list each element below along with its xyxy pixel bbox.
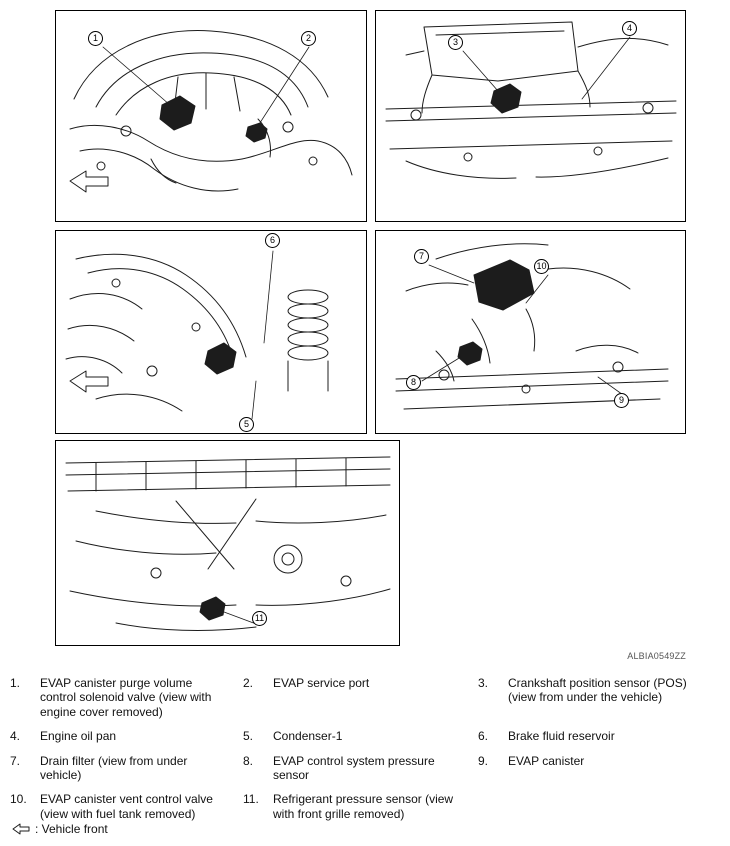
legend-item-11 [243, 792, 478, 821]
legend-item-number: 6. [478, 729, 489, 744]
vehicle-front-arrow-icon [70, 171, 108, 192]
figure-panel-under-vehicle-front [375, 10, 686, 222]
legend-item-1 [10, 676, 243, 719]
legend-item-number: 3. [478, 676, 489, 690]
legend-item-number: 4. [10, 729, 21, 744]
legend-item-empty [478, 792, 722, 821]
legend-item-2 [243, 676, 478, 719]
callout-9: 9 [614, 393, 629, 408]
legend-item-number: 7. [10, 753, 21, 768]
vehicle-front-note [12, 822, 108, 836]
legend-item-text: EVAP canister vent control valve (view with fuel tank removed) [40, 792, 213, 821]
figure-panel-engine-bay-wide [55, 440, 400, 646]
legend-item-10 [10, 792, 243, 821]
legend-item-6 [478, 729, 722, 743]
callout-4: 4 [622, 21, 637, 36]
callout-8: 8 [406, 375, 421, 390]
vehicle-front-label: : Vehicle front [35, 822, 108, 836]
legend-item-text: Engine oil pan [40, 729, 117, 744]
legend-item-text: Condenser-1 [273, 729, 343, 744]
legend-item-text: EVAP canister [508, 753, 585, 768]
legend-item-3 [478, 676, 722, 719]
callout-6: 6 [265, 233, 280, 248]
engine-top-illustration [56, 11, 366, 221]
legend-item-4 [10, 729, 243, 743]
legend-item-text: EVAP control system pressure sensor [273, 753, 435, 782]
legend-item-text: EVAP service port [273, 676, 370, 690]
figure-panel-engine-top [55, 10, 367, 222]
legend-item-text: EVAP canister purge volume control solenoid valve (view with engine cover removed) [40, 676, 212, 719]
callout-2: 2 [301, 31, 316, 46]
figure-panel-under-vehicle-rear [375, 230, 686, 434]
legend-item-9 [478, 754, 722, 783]
legend-item-text: Drain filter (view from under vehicle) [40, 753, 188, 782]
legend-item-number: 1. [10, 676, 21, 690]
callout-3: 3 [448, 35, 463, 50]
legend-item-text: Crankshaft position sensor (POS) (view from under the vehicle) [508, 676, 687, 705]
legend [10, 676, 722, 821]
legend-item-number: 11. [243, 792, 259, 807]
legend-item-number: 9. [478, 753, 489, 768]
engine-bay-wide-illustration [56, 441, 399, 645]
legend-item-5 [243, 729, 478, 743]
legend-item-text: Refrigerant pressure sensor (view with front grille removed) [273, 792, 454, 821]
engine-side-illustration [56, 231, 366, 433]
figure-code: ALBIA0549ZZ [627, 651, 686, 661]
callout-7: 7 [414, 249, 429, 264]
legend-item-8 [243, 754, 478, 783]
callout-11: 11 [252, 611, 267, 626]
legend-item-number: 2. [243, 676, 254, 690]
callout-5: 5 [239, 417, 254, 432]
legend-item-text: Brake fluid reservoir [508, 729, 615, 744]
under-vehicle-front-illustration [376, 11, 685, 221]
vehicle-front-arrow-icon [70, 371, 108, 392]
legend-item-number: 10. [10, 792, 27, 807]
vehicle-front-arrow-icon [12, 823, 30, 835]
figure-panel-engine-side [55, 230, 367, 434]
callout-1: 1 [88, 31, 103, 46]
legend-item-number: 5. [243, 729, 254, 744]
legend-item-number: 8. [243, 753, 254, 768]
legend-item-7 [10, 754, 243, 783]
callout-10: 10 [534, 259, 549, 274]
